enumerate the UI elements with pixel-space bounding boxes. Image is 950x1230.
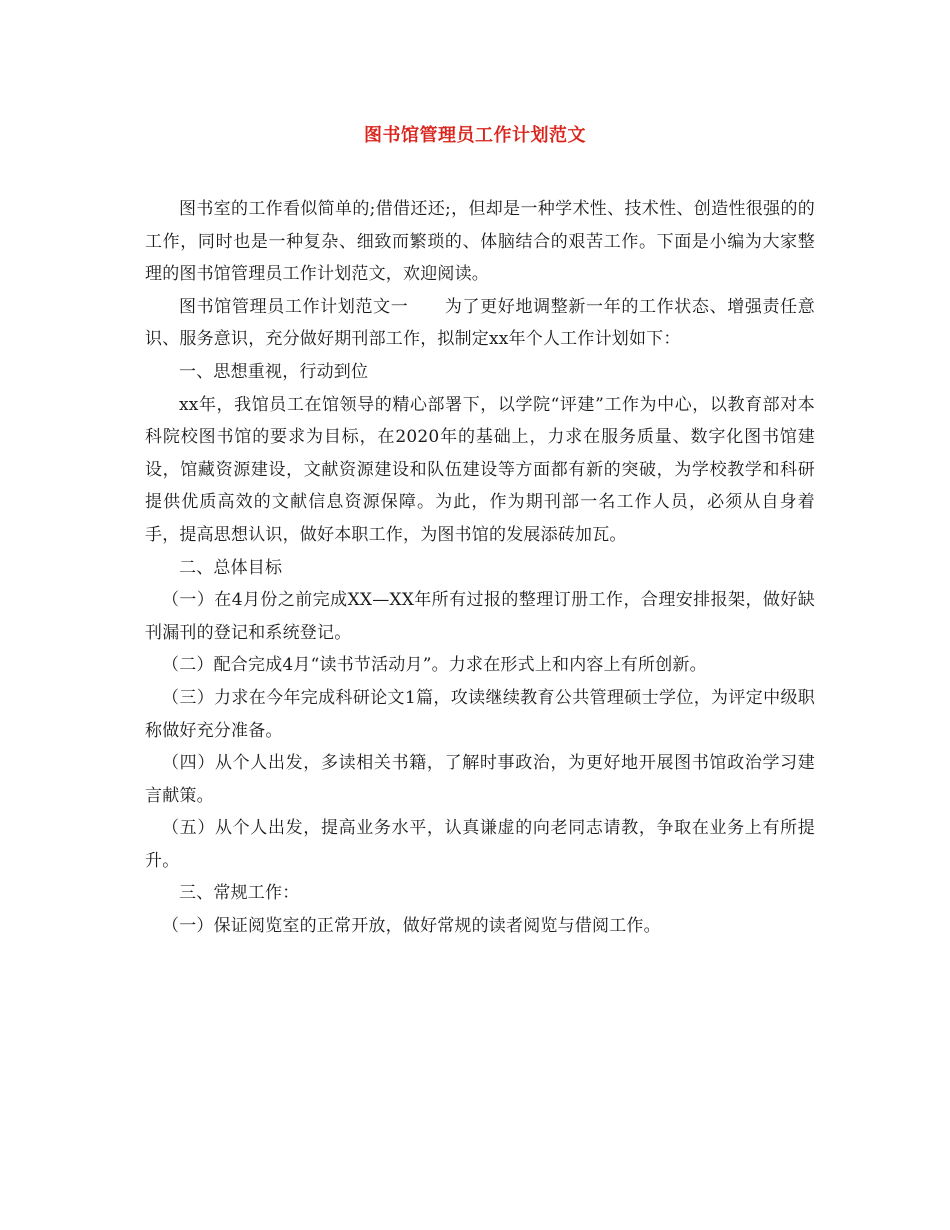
section-one-paragraph <box>145 291 815 356</box>
body-paragraph: xx年，我馆员工在馆领导的精心部署下，以学院“评建”工作为中心，以教育部对本科院校图书馆的要求为目标，在2020年的基础上，力求在服务质量、数字化图书馆建设，馆藏资源建设，文献资源建设和队伍建设等方面都有新的突破，为学校教学和科研提供优质高效的文献信息资源保障。为此，作为期刊部一名工作人员，必须从自身着手，提高思想认识，做好本职工作，为图书馆的发展添砖加瓦。 <box>145 394 815 545</box>
intro-paragraph: 图书室的工作看似简单的;借借还还;，但却是一种学术性、技术性、创造性很强的的工作，同时也是一种复杂、细致而繁琐的、体脑结合的艰苦工作。下面是小编为大家整理的图书馆管理员工作计划范文，欢迎阅读。 <box>145 199 815 285</box>
goal-item-2: （二）配合完成4月“读书节活动月”。力求在形式上和内容上有所创新。 <box>162 655 707 676</box>
goal-item-1: （一）在4月份之前完成XX—XX年所有过报的整理订册工作，合理安排报架，做好缺刊漏刊的登记和系统登记。 <box>145 590 815 643</box>
goal-item-4: （四）从个人出发，多读相关书籍，了解时事政治，为更好地开展图书馆政治学习建言献策。 <box>145 753 815 806</box>
heading-goals: 二、总体目标 <box>179 557 283 578</box>
goal-item-3: （三）力求在今年完成科研论文1篇，攻读继续教育公共管理硕士学位，为评定中级职称做好充分准备。 <box>145 687 815 741</box>
document-body <box>145 193 815 943</box>
section-one-intro: 为了更好地调整新一年的工作状态、增强责任意识、服务意识，充分做好期刊部工作，拟制定xx年个人工作计划如下： <box>145 296 816 350</box>
goal-item-5: （五）从个人出发，提高业务水平，认真谦虚的向老同志请教，争取在业务上有所提升。 <box>145 818 815 871</box>
heading-thought: 一、思想重视，行动到位 <box>179 361 369 382</box>
document-title: 图书馆管理员工作计划范文 <box>364 125 586 146</box>
heading-routine: 三、常规工作： <box>179 883 300 904</box>
section-one-heading: 图书馆管理员工作计划范文一 <box>179 296 409 317</box>
routine-item-1: （一）保证阅览室的正常开放，做好常规的读者阅览与借阅工作。 <box>162 916 661 937</box>
